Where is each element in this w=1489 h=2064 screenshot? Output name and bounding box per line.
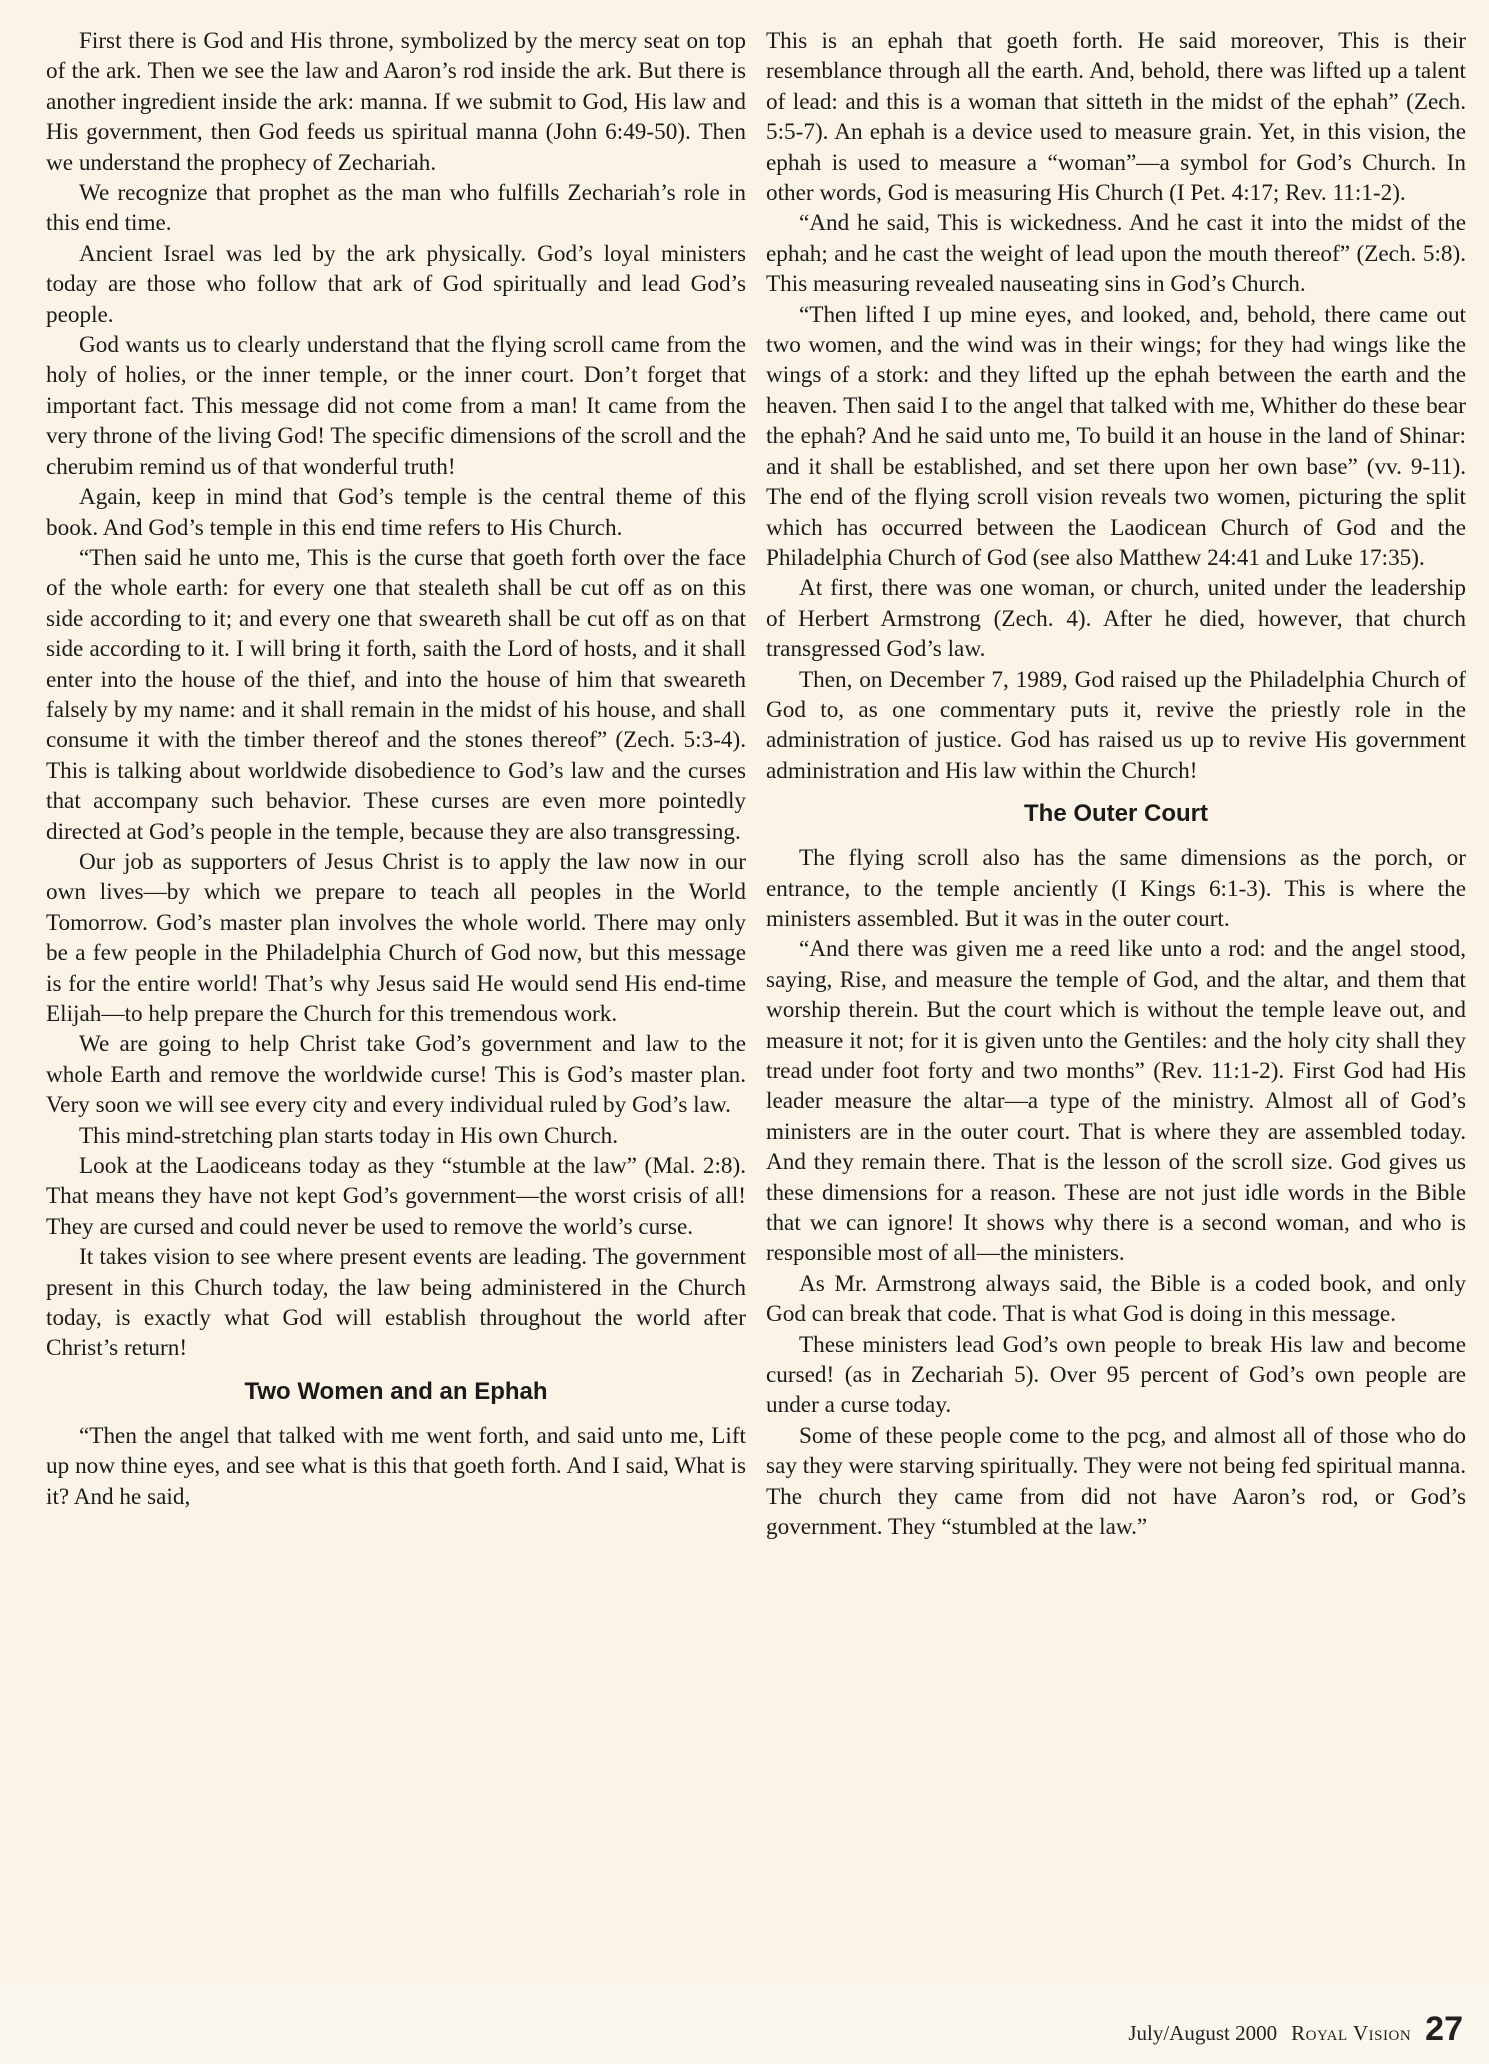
section-heading: The Outer Court [1024,800,1208,828]
folio [1128,2010,1463,2049]
paragraph: “Then said he unto me, This is the curse that goeth forth over the face of the whole earth: for every one that stealeth shall be cut off as on this side according to it; and every one that sweareth shall be cut off as on that side according to it. I will bring it forth, saith the Lord of hosts, and it shall enter into the house of the thief, and into the house of him that sweareth falsely by my name: and it shall remain in the midst of his house, and shall consume it with the timber thereof and the stones thereof” (Zech. 5:3-4). This is talking about worldwide disobedience to God’s law and the curses that accompany such behavior. These curses are even more pointedly directed at God’s people in the temple, because they are also transgressing. [46,544,746,845]
paragraph: “And he said, This is wickedness. And he cast it into the midst of the ephah; and he cast the weight of lead upon the mouth thereof” (Zech. 5:8). This measuring revealed nauseating sins in God’s Church. [766,210,1466,298]
paragraph: We recognize that prophet as the man who fulfills Zechariah’s role in this end time. [46,180,746,237]
paragraph: “And there was given me a reed like unto a rod: and the angel stood, saying, Rise, and measure the temple of God, and the altar, and them that worship therein. But the court which is without the temple leave out, and measure it not; for it is given unto the Gentiles: and the holy city shall they tread under foot forty and two months” (Rev. 11:1-2). First God had His leader measure the altar—a type of the ministry. Almost all of God’s ministers are in the outer court. That is where they are assembled today. And they remain there. That is the lesson of the scroll size. God gives us these dimensions for a reason. These are not just idle words in the Bible that we can ignore! It shows why there is a second woman, and who is responsible most of all—the ministers. [766,936,1466,1267]
paragraph: “Then lifted I up mine eyes, and looked, and, behold, there came out two women, and the wind was in their wings; for they had wings like the wings of a stork: and they lifted up the ephah between the earth and the heaven. Then said I to the angel that talked with me, Whither do these bear the ephah? And he said unto me, To build it an house in the land of Shinar: and it shall be established, and set there upon her own base” (vv. 9-11). The end of the flying scroll vision reveals two women, picturing the split which has occurred between the Laodicean Church of God and the Philadelphia Church of God (see also Matthew 24:41 and Luke 17:35). [766,301,1466,571]
paragraph: First there is God and His throne, symbolized by the mercy seat on top of the ark. Then we see the law and Aaron’s rod inside the ark. But there is another ingredient inside the ark: manna. If we submit to God, His law and His government, then God feeds us spiritual manna (John 6:49-50). Then we understand the prophecy of Zechariah. [46,28,746,176]
paragraph: Again, keep in mind that God’s temple is the central theme of this book. And God’s temple in this end time refers to His Church. [46,484,746,541]
paragraph: “Then the angel that talked with me went forth, and said unto me, Lift up now thine eyes, and see what is this that goeth forth. And I said, What is it? And he said, [46,1422,746,1510]
paragraph: These ministers lead God’s own people to break His law and become cursed! (as in Zechariah 5). Over 95 percent of God’s own people are under a curse today. [766,1331,1466,1419]
magazine-title: Royal Vision [1291,2021,1412,2045]
paragraph: Our job as supporters of Jesus Christ is to apply the law now in our own lives—by which we prepare to teach all peoples in the World Tomorrow. God’s master plan involves the whole world. There may only be a few people in the Philadelphia Church of God now, but this message is for the entire world! That’s why Jesus said He would send His end-time Elijah—to help prepare the Church for this tremendous work. [46,848,746,1027]
paragraph: At first, there was one woman, or church, united under the leadership of Herbert Armstrong (Zech. 4). After he died, however, that church transgressed God’s law. [766,575,1466,663]
issue-date: July/August 2000 [1128,2021,1278,2045]
paragraph: Look at the Laodiceans today as they “stumble at the law” (Mal. 2:8). That means they have not kept God’s government—the worst crisis of all! They are cursed and could never be used to remove the world’s curse. [46,1153,746,1240]
paragraph: It takes vision to see where present events are leading. The government present in this Church today, the law being administered in the Church today, is exactly what God will establish throughout the world after Christ’s return! [46,1244,746,1362]
right-column [766,26,1466,1543]
left-column [46,26,746,1512]
paragraph: This is an ephah that goeth forth. He said moreover, This is their resemblance through all the earth. And, behold, there was lifted up a talent of lead: and this is a woman that sitteth in the midst of the ephah” (Zech. 5:5-7). An ephah is a device used to measure grain. Yet, in this vision, the ephah is used to measure a “woman”—a symbol for God’s Church. In other words, God is measuring His Church (I Pet. 4:17; Rev. 11:1-2). [766,28,1466,207]
page-number: 27 [1425,2010,1463,2048]
paragraph: The flying scroll also has the same dimensions as the porch, or entrance, to the temple anciently (I Kings 6:1-3). This is where the ministers assembled. But it was in the outer court. [766,845,1466,932]
paragraph: As Mr. Armstrong always said, the Bible is a coded book, and only God can break that code. That is what God is doing in this message. [766,1270,1466,1328]
paragraph: Some of these people come to the pcg, and almost all of those who do say they were starving spiritually. They were not being fed spiritual manna. The church they came from did not have Aaron’s rod, or God’s government. They “stumbled at the law.” [766,1422,1466,1541]
paragraph: We are going to help Christ take God’s government and law to the whole Earth and remove the worldwide curse! This is God’s master plan. Very soon we will see every city and every individual ruled by God’s law. [46,1031,746,1119]
paragraph: God wants us to clearly understand that the flying scroll came from the holy of holies, or the inner temple, or the inner court. Don’t forget that important fact. This message did not come from a man! It came from the very throne of the living God! The specific dimensions of the scroll and the cherubim remind us of that wonderful truth! [46,332,746,480]
paragraph: Ancient Israel was led by the ark physically. God’s loyal ministers today are those who follow that ark of God spiritually and lead God’s people. [46,240,746,328]
section-heading: Two Women and an Ephah [244,1377,548,1405]
paragraph: Then, on December 7, 1989, God raised up the Philadelphia Church of God to, as one commentary puts it, revive the priestly role in the administration of justice. God has raised us up to revive His government administration and His law within the Church! [766,666,1466,784]
paragraph: This mind-stretching plan starts today in His own Church. [79,1122,619,1149]
